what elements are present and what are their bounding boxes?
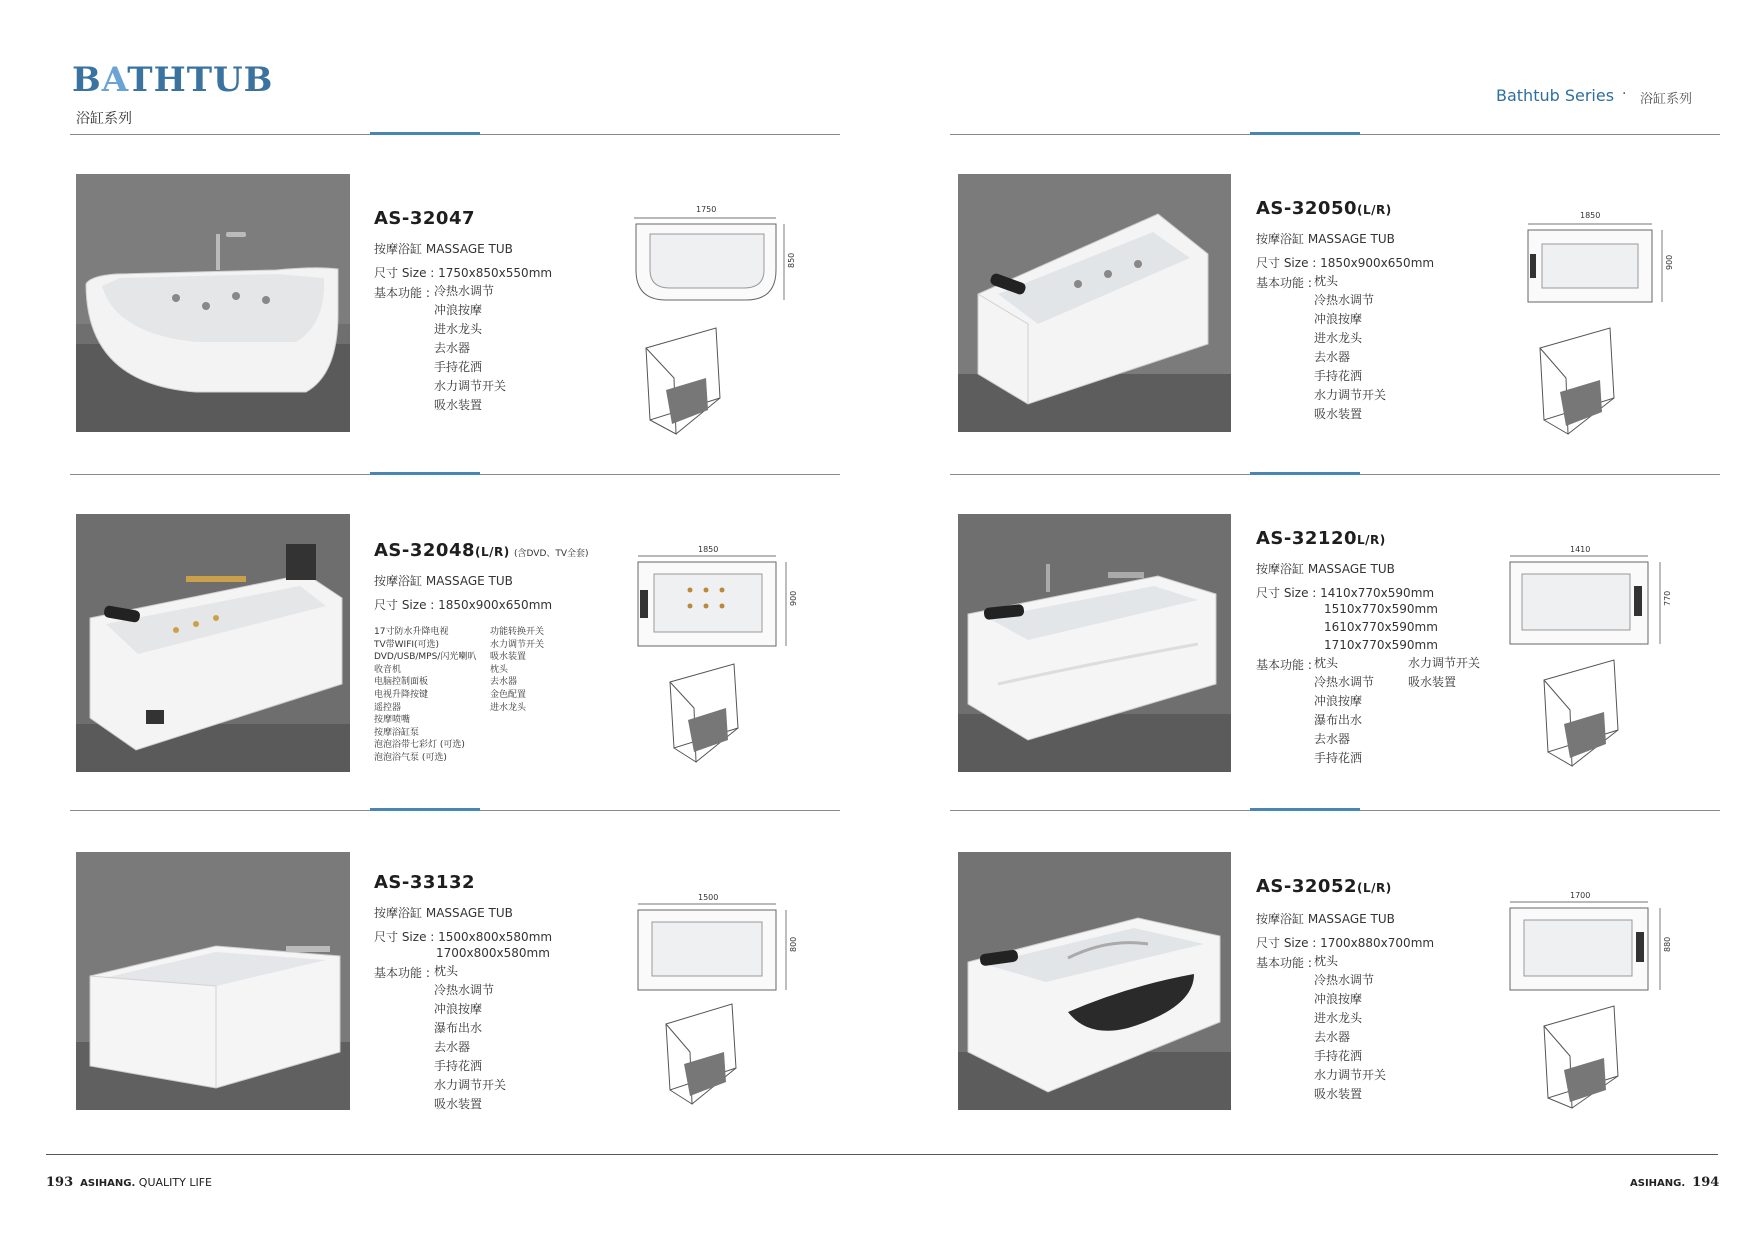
function-label: 基本功能 : [1256, 276, 1312, 290]
dimension-drawing [1504, 544, 1680, 772]
feature-list [1314, 272, 1386, 424]
feature-item: 枕头 [490, 664, 509, 675]
feature-item: 冷热水调节 [1314, 293, 1375, 307]
product-type: 按摩浴缸 MASSAGE TUB [374, 574, 513, 588]
feature-item: 冷热水调节 [434, 284, 495, 298]
product-photo [958, 174, 1231, 432]
product-type: 按摩浴缸 MASSAGE TUB [1256, 232, 1395, 246]
function-label: 基本功能 : [1256, 658, 1312, 672]
brand-subtitle: 浴缸系列 [76, 111, 132, 127]
feature-item: 去水器 [1314, 732, 1351, 746]
feature-item: 水力调节开关 [1314, 388, 1387, 402]
feature-item: 去水器 [1314, 1030, 1351, 1044]
divider-accent [1250, 132, 1360, 135]
feature-item: 瀑布出水 [1314, 713, 1363, 727]
feature-item: 进水龙头 [434, 322, 483, 336]
feature-item: 手持花洒 [434, 1059, 483, 1073]
page-number-left: 193 [46, 1175, 74, 1190]
product-type: 按摩浴缸 MASSAGE TUB [1256, 912, 1395, 926]
feature-item: 冲浪按摩 [434, 1002, 483, 1016]
feature-item: 冷热水调节 [434, 983, 495, 997]
feature-item: 吸水装置 [434, 1097, 483, 1111]
feature-item: 进水龙头 [1314, 1011, 1363, 1025]
divider-accent [1250, 472, 1360, 475]
function-label: 基本功能 : [374, 966, 430, 980]
product-note: (含DVD、TV全套) [514, 549, 589, 559]
feature-item: 去水器 [1314, 350, 1351, 364]
feature-item: 冲浪按摩 [1314, 694, 1363, 708]
product-photo [76, 852, 350, 1110]
dimension-drawing [626, 200, 796, 440]
divider-accent [1250, 808, 1360, 811]
feature-item: DVD/USB/MPS/闪光喇叭 [374, 652, 477, 663]
product-model: AS-32050(L/R) [1256, 198, 1392, 219]
feature-item: 电脑控制面板 [374, 677, 429, 688]
product-size-alt: 1610x770x590mm [1324, 620, 1438, 634]
title-part1: B [72, 60, 102, 100]
product-photo [958, 852, 1231, 1110]
svg-text:880: 880 [1663, 936, 1672, 952]
function-label: 基本功能 : [374, 286, 430, 300]
feature-item: 吸水装置 [434, 398, 483, 412]
product-size-alt: 1710x770x590mm [1324, 638, 1438, 652]
feature-item: 冷热水调节 [1314, 973, 1375, 987]
feature-item: 水力调节开关 [1314, 1068, 1387, 1082]
feature-item: 枕头 [1314, 656, 1339, 670]
feature-item: 去水器 [434, 1040, 471, 1054]
product-size: 尺寸 Size : 1850x900x650mm [1256, 256, 1435, 270]
svg-text:900: 900 [1665, 254, 1674, 270]
feature-list [374, 626, 476, 765]
feature-item: 泡泡浴带七彩灯 (可选) [374, 740, 465, 751]
title-part2: THTUB [127, 60, 274, 100]
series-separator: · [1622, 86, 1627, 102]
divider-accent [370, 132, 480, 135]
feature-item: 吸水装置 [1408, 675, 1457, 689]
feature-item: 去水器 [434, 341, 471, 355]
feature-item: 冲浪按摩 [1314, 312, 1363, 326]
feature-item: 枕头 [1314, 954, 1339, 968]
feature-item: 去水器 [490, 677, 518, 688]
dimension-drawing [1504, 890, 1680, 1112]
feature-item: 冲浪按摩 [434, 303, 483, 317]
product-size-alt: 1700x800x580mm [436, 946, 550, 960]
dimension-drawing [1510, 208, 1680, 440]
product-photo [76, 514, 350, 772]
product-model: AS-32052(L/R) [1256, 876, 1392, 897]
svg-text:1850: 1850 [1580, 211, 1601, 220]
svg-text:1410: 1410 [1570, 545, 1591, 554]
feature-item: 水力调节开关 [434, 1078, 507, 1092]
feature-item: 手持花洒 [1314, 369, 1363, 383]
feature-item: 水力调节开关 [1408, 656, 1481, 670]
footer-rule [46, 1154, 1718, 1155]
feature-list-2 [490, 626, 544, 714]
product-type: 按摩浴缸 MASSAGE TUB [374, 242, 513, 256]
svg-text:800: 800 [789, 936, 798, 952]
svg-text:1700: 1700 [1570, 891, 1591, 900]
feature-item: 枕头 [434, 964, 459, 978]
feature-item: 手持花洒 [1314, 751, 1363, 765]
feature-item: 遥控器 [374, 702, 402, 713]
feature-item: 按摩喷嘴 [374, 715, 411, 726]
divider-accent [370, 808, 480, 811]
svg-text:1750: 1750 [696, 205, 717, 214]
svg-text:850: 850 [787, 252, 796, 268]
series-label-cn: 浴缸系列 [1640, 92, 1693, 107]
dimension-drawing [630, 544, 802, 772]
product-photo [958, 514, 1231, 772]
feature-item: 电视升降按键 [374, 689, 429, 700]
footer-right [1630, 1175, 1719, 1190]
feature-list [1314, 952, 1386, 1104]
feature-item: 收音机 [374, 664, 402, 675]
svg-text:900: 900 [789, 590, 798, 606]
feature-item: 吸水装置 [490, 652, 527, 663]
footer-brand-right: ASIHANG. [1630, 1178, 1686, 1189]
svg-text:770: 770 [1663, 590, 1672, 606]
function-label: 基本功能 : [1256, 956, 1312, 970]
product-size: 尺寸 Size : 1700x880x700mm [1256, 936, 1435, 950]
feature-list [434, 282, 506, 415]
feature-item: 水力调节开关 [434, 379, 507, 393]
footer-left [46, 1175, 212, 1190]
feature-item: TV带WIFI(可选) [374, 639, 440, 650]
series-label: Bathtub Series [1496, 86, 1615, 105]
product-size: 尺寸 Size : 1500x800x580mm [374, 930, 553, 944]
product-size: 尺寸 Size : 1750x850x550mm [374, 266, 553, 280]
footer-slogan: QUALITY LIFE [138, 1176, 212, 1189]
feature-list [434, 962, 506, 1114]
brand-title [72, 60, 273, 100]
product-size: 尺寸 Size : 1850x900x650mm [374, 598, 553, 612]
product-model: AS-33132 [374, 872, 475, 893]
product-type: 按摩浴缸 MASSAGE TUB [374, 906, 513, 920]
feature-item: 吸水装置 [1314, 407, 1363, 421]
divider-accent [370, 472, 480, 475]
feature-item: 冲浪按摩 [1314, 992, 1363, 1006]
feature-item: 吸水装置 [1314, 1087, 1363, 1101]
feature-item: 手持花洒 [1314, 1049, 1363, 1063]
feature-item: 17寸防水升降电视 [374, 627, 449, 637]
feature-item: 水力调节开关 [490, 639, 545, 650]
product-model: AS-32048(L/R) [374, 540, 510, 561]
svg-text:1500: 1500 [698, 893, 719, 902]
product-size: 尺寸 Size : 1410x770x590mm [1256, 586, 1435, 600]
feature-item: 冷热水调节 [1314, 675, 1375, 689]
product-size-alt: 1510x770x590mm [1324, 602, 1438, 616]
feature-item: 进水龙头 [1314, 331, 1363, 345]
footer-brand-left: ASIHANG. [80, 1178, 136, 1189]
feature-item: 金色配置 [490, 689, 527, 700]
feature-item: 枕头 [1314, 274, 1339, 288]
dimension-drawing [630, 892, 802, 1112]
svg-text:1850: 1850 [698, 545, 719, 554]
feature-list-2 [1408, 654, 1480, 692]
feature-item: 瀑布出水 [434, 1021, 483, 1035]
feature-item: 泡泡浴气泵 (可选) [374, 752, 447, 763]
page-number-right: 194 [1692, 1175, 1720, 1190]
product-photo [76, 174, 350, 432]
feature-item: 手持花洒 [434, 360, 483, 374]
product-model: AS-32120L/R) [1256, 528, 1386, 549]
feature-item: 功能转换开关 [490, 627, 545, 637]
feature-list [1314, 654, 1374, 768]
title-highlight: A [101, 60, 128, 100]
feature-item: 按摩浴缸泵 [374, 727, 420, 738]
product-model: AS-32047 [374, 208, 475, 229]
product-type: 按摩浴缸 MASSAGE TUB [1256, 562, 1395, 576]
feature-item: 进水龙头 [490, 702, 527, 713]
